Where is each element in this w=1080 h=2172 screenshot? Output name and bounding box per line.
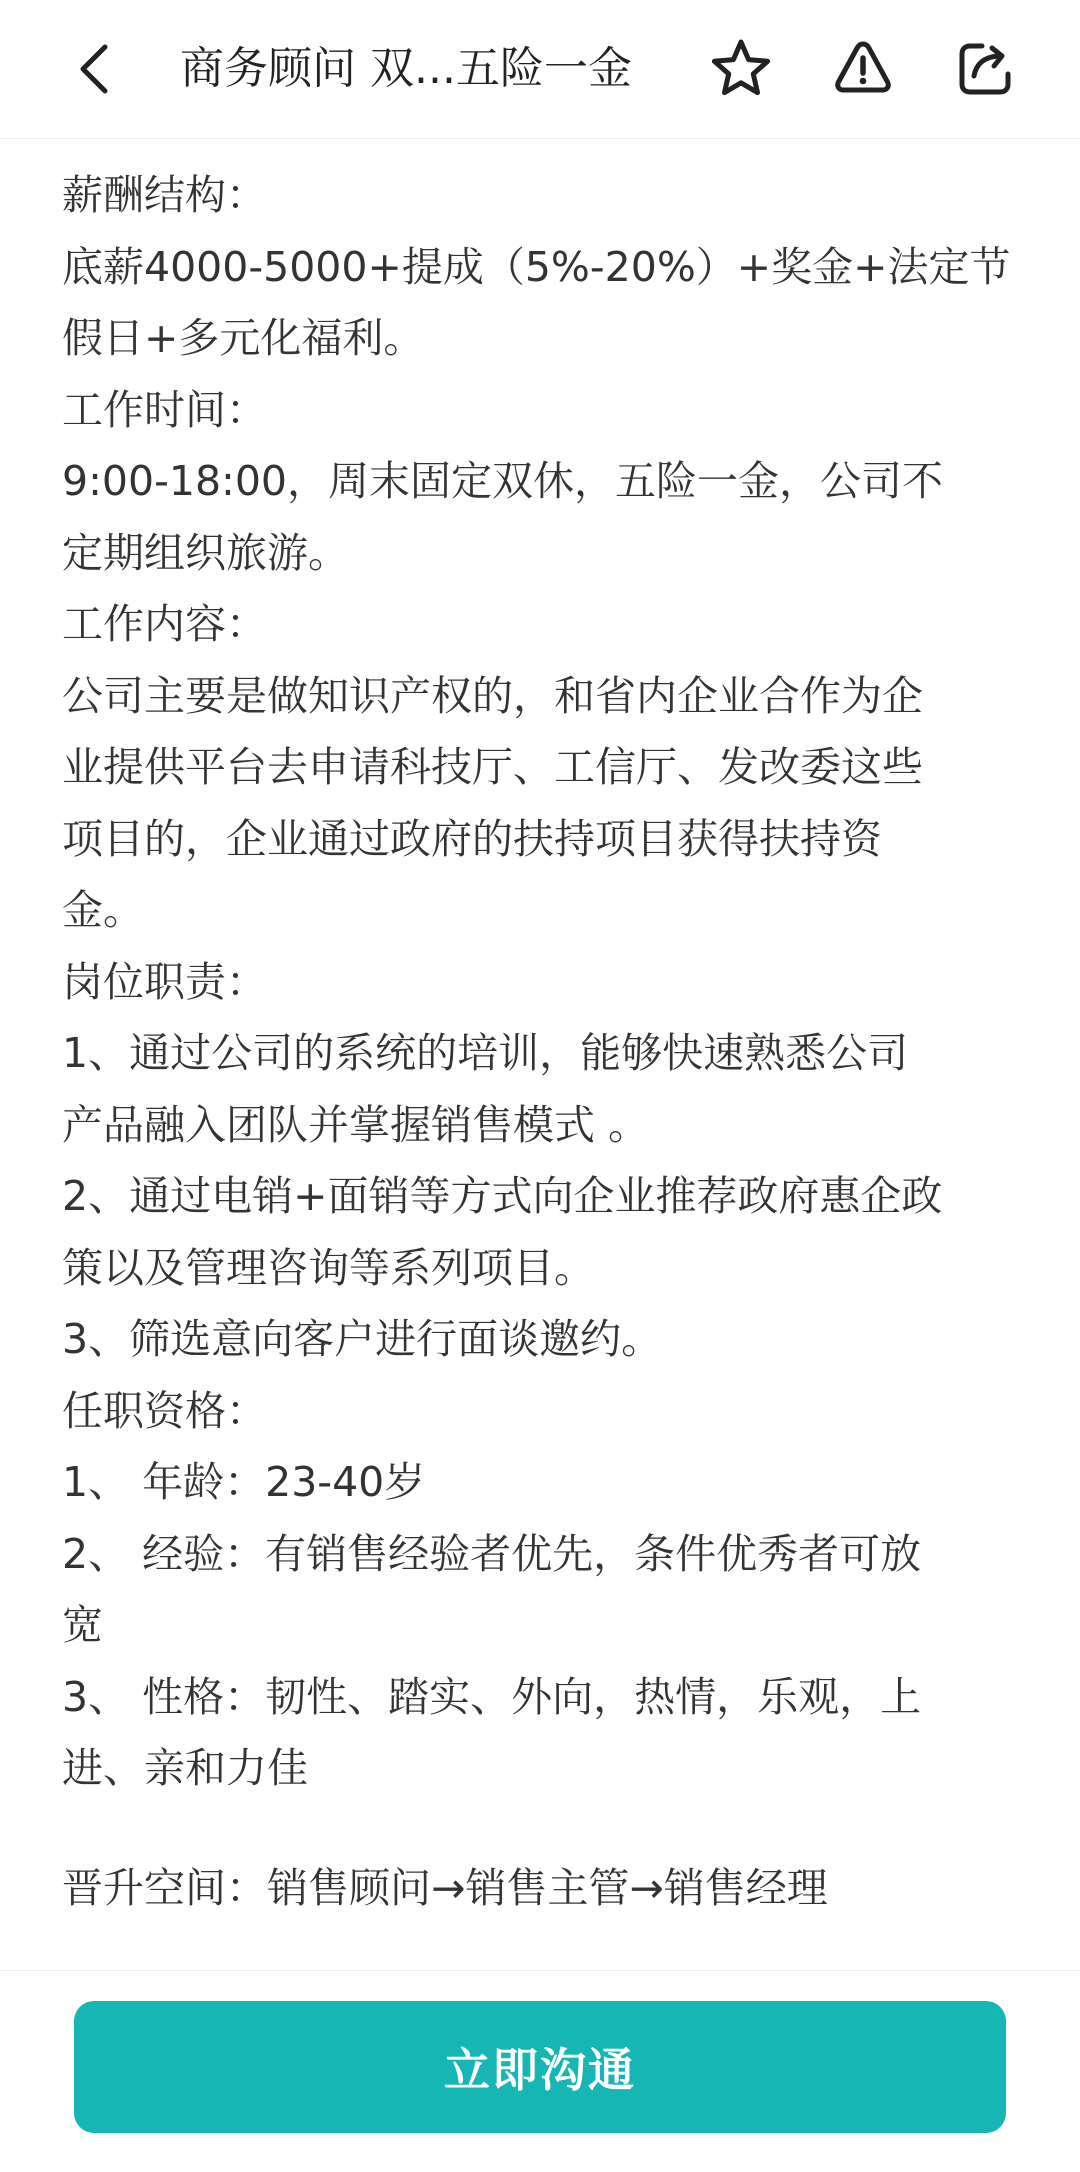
text-line: 2、通过电销+面销等方式向企业推荐政府惠企政 <box>62 1172 943 1220</box>
section-heading-content: 工作内容： <box>62 600 267 648</box>
text-line: 9:00-18:00，周末固定双休，五险一金，公司不 <box>62 457 944 505</box>
top-nav-bar <box>0 0 1080 139</box>
chat-now-button[interactable]: 立即沟通 <box>74 2001 1006 2133</box>
text-line: 策以及管理咨询等系列项目。 <box>62 1243 595 1292</box>
star-icon <box>708 36 774 102</box>
text-line: 假日+多元化福利。 <box>62 314 425 362</box>
text-line: 3、筛选意向客户进行面谈邀约。 <box>62 1315 663 1363</box>
section-heading-requirements: 任职资格： <box>62 1386 267 1435</box>
text-line: 2、 经验：有销售经验者优先，条件优秀者可放 <box>62 1529 922 1578</box>
text-line: 业提供平台去申请科技厅、工信厅、发改委这些 <box>62 743 923 791</box>
text-line: 3、 性格：韧性、踏实、外向，热情，乐观，上 <box>62 1672 922 1721</box>
text-line: 进、亲和力佳 <box>62 1744 308 1792</box>
text-line: 宽 <box>62 1601 103 1649</box>
report-button[interactable] <box>818 24 908 114</box>
back-button[interactable] <box>50 24 140 114</box>
share-button[interactable] <box>940 24 1030 114</box>
text-line: 1、通过公司的系统的培训，能够快速熟悉公司 <box>62 1029 909 1077</box>
section-heading-duties: 岗位职责： <box>62 957 267 1006</box>
section-heading-hours: 工作时间： <box>62 385 267 434</box>
promotion-path: 晋升空间：销售顾问→销售主管→销售经理 <box>62 1863 828 1912</box>
page-title: 商务顾问 双...五险一金 <box>180 43 632 94</box>
job-description <box>62 160 1022 1924</box>
alert-icon <box>830 36 896 102</box>
share-icon <box>952 36 1018 102</box>
text-line: 公司主要是做知识产权的，和省内企业合作为企 <box>62 671 923 720</box>
favorite-button[interactable] <box>696 24 786 114</box>
text-line: 项目的，企业通过政府的扶持项目获得扶持资 <box>62 814 882 863</box>
bottom-action-bar <box>0 1970 1080 2172</box>
text-line: 底薪4000-5000+提成（5%-20%）+奖金+法定节 <box>62 242 1011 291</box>
text-line: 1、 年龄：23-40岁 <box>62 1458 426 1506</box>
text-line: 产品融入团队并掌握销售模式 。 <box>62 1100 650 1149</box>
text-line: 金。 <box>62 886 144 934</box>
chevron-left-icon <box>65 39 125 99</box>
text-line: 定期组织旅游。 <box>62 528 349 577</box>
section-heading-salary: 薪酬结构： <box>62 171 267 219</box>
spacer <box>62 1805 1022 1853</box>
